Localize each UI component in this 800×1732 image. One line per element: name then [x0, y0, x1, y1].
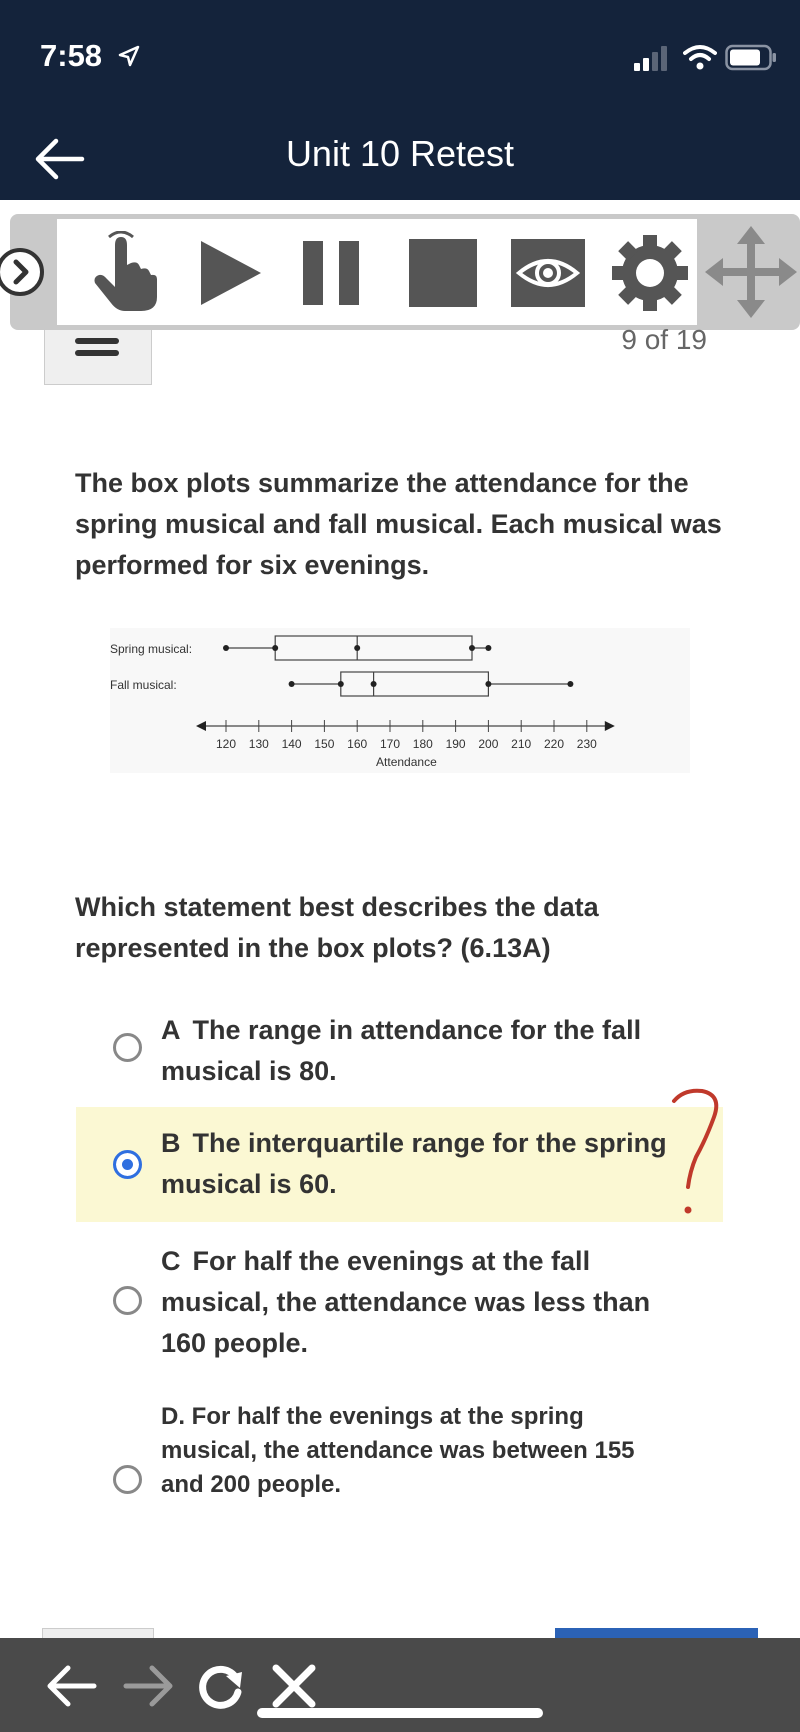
stop-icon[interactable]	[399, 231, 485, 315]
x-tick-label: 210	[511, 737, 532, 751]
data-point	[567, 681, 573, 687]
data-point	[289, 681, 295, 687]
tts-toolbar	[10, 214, 800, 330]
choice-letter: D.	[161, 1403, 185, 1430]
close-icon[interactable]	[264, 1656, 324, 1716]
wifi-icon	[683, 44, 717, 70]
x-tick-label: 180	[412, 737, 433, 751]
x-tick-label: 200	[478, 737, 499, 751]
data-point	[272, 645, 278, 651]
choice-c[interactable]	[76, 1233, 723, 1373]
x-tick-label: 160	[347, 737, 368, 751]
radio-b-selected[interactable]	[113, 1150, 142, 1179]
x-tick-label: 230	[576, 737, 597, 751]
data-point	[338, 681, 344, 687]
location-arrow-icon	[118, 45, 140, 67]
choice-a[interactable]	[76, 1005, 723, 1105]
expand-arrow-icon[interactable]	[0, 244, 52, 300]
eye-icon[interactable]	[507, 231, 593, 315]
move-icon[interactable]	[705, 226, 797, 318]
menu-button[interactable]	[44, 330, 152, 385]
series-label: Fall musical:	[110, 678, 177, 692]
forward-arrow-icon[interactable]	[118, 1656, 178, 1716]
data-point	[223, 645, 229, 651]
pause-icon[interactable]	[289, 231, 375, 315]
menu-icon-bar	[75, 350, 119, 356]
choice-text: For half the evenings at the spring musical, the attendance was between 155 and 200 people.	[161, 1403, 635, 1498]
x-tick-label: 150	[314, 737, 335, 751]
box-plot-svg	[110, 628, 690, 773]
back-arrow-icon[interactable]	[42, 1656, 102, 1716]
x-tick-label: 170	[379, 737, 401, 751]
choice-d[interactable]	[76, 1395, 723, 1515]
question-counter: 9 of 19	[621, 324, 707, 355]
status-bar	[0, 0, 800, 115]
box	[275, 636, 472, 660]
choice-letter: C	[161, 1246, 181, 1276]
choice-letter: B	[161, 1128, 181, 1158]
question-text: The box plots summarize the attendance for the spring musical and fall musical. Each musical was performed for six evenings.	[75, 468, 722, 580]
choice-letter: A	[161, 1015, 181, 1045]
x-tick-label: 130	[248, 737, 269, 751]
box	[341, 672, 489, 696]
data-point	[485, 681, 491, 687]
question-mark-annotation	[666, 1087, 726, 1222]
axis-arrow-right	[605, 721, 615, 731]
pointer-hand-icon[interactable]	[81, 231, 167, 315]
radio-a[interactable]	[113, 1033, 142, 1062]
choice-text: For half the evenings at the fall musical, the attendance was less than 160 people.	[161, 1246, 651, 1358]
reload-icon[interactable]	[190, 1656, 250, 1716]
choice-b[interactable]	[76, 1107, 723, 1222]
nav-bar	[0, 115, 800, 200]
play-icon[interactable]	[187, 231, 273, 315]
choice-text: The interquartile range for the spring musical is 60.	[161, 1128, 667, 1199]
x-axis-label: Attendance	[376, 755, 437, 769]
signal-icon	[634, 45, 670, 71]
page-title: Unit 10 Retest	[285, 133, 515, 174]
data-point	[485, 645, 491, 651]
menu-icon-bar	[75, 338, 119, 344]
radio-c[interactable]	[113, 1286, 142, 1315]
series-label: Spring musical:	[110, 642, 193, 656]
axis-arrow-left	[196, 721, 206, 731]
x-tick-label: 140	[281, 737, 302, 751]
data-point	[371, 681, 377, 687]
prompt-text: Which statement best describes the data represented in the box plots? (6.13A)	[75, 892, 599, 963]
gear-icon[interactable]	[609, 231, 695, 315]
box-plot-chart	[110, 628, 690, 773]
home-indicator	[257, 1708, 543, 1718]
radio-d[interactable]	[113, 1465, 142, 1494]
x-tick-label: 190	[445, 737, 466, 751]
status-time: 7:58	[40, 38, 103, 73]
x-tick-label: 220	[543, 737, 565, 751]
data-point	[469, 645, 475, 651]
data-point	[354, 645, 360, 651]
choice-text: The range in attendance for the fall musical is 80.	[161, 1015, 642, 1086]
battery-icon	[725, 44, 777, 72]
toolbar-buttons	[57, 219, 697, 325]
x-tick-label: 120	[215, 737, 237, 751]
